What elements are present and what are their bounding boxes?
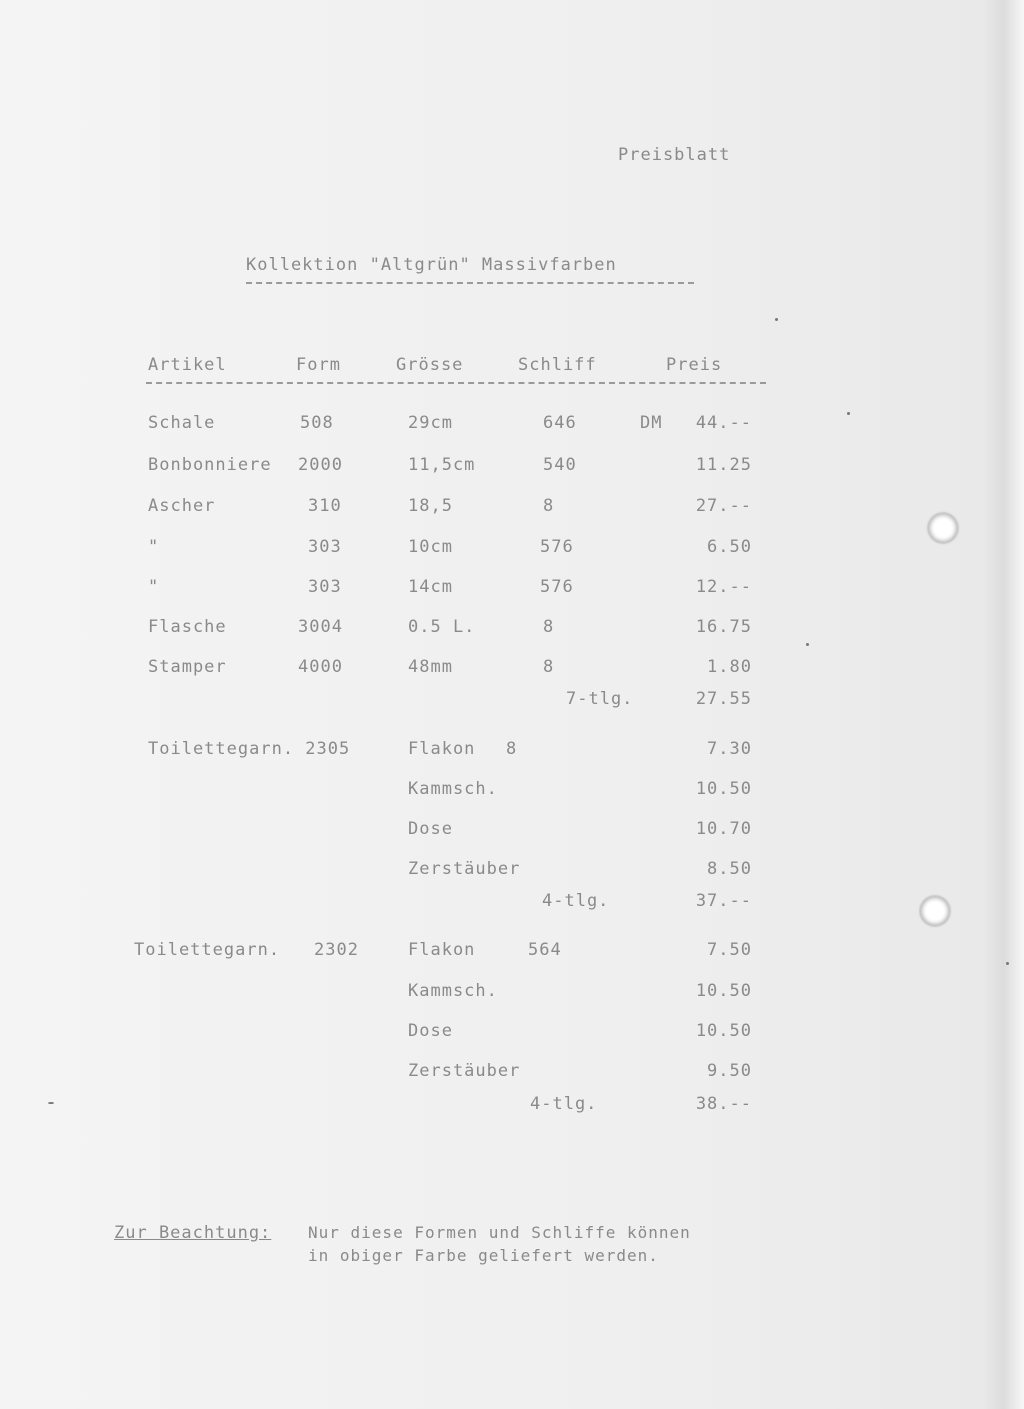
title-underline [246,282,694,284]
cell-preis: 16.75 [695,617,752,637]
cell-form: 2000 [298,455,343,475]
set-item: Zerstäuber [408,1061,521,1081]
note-label: Zur Beachtung: [114,1223,272,1243]
set-item: Dose [408,819,453,839]
cell-preis: 44.-- [695,413,752,433]
cell-groesse: 14cm [408,577,453,597]
set-item-preis: 10.70 [695,819,752,839]
cell-groesse: 48mm [408,657,453,677]
paper-speck [48,1102,54,1104]
set-total-label: 4-tlg. [530,1094,598,1114]
punch-hole-bottom [920,896,950,926]
set-item: Flakon [408,940,476,960]
cell-artikel: Ascher [148,496,216,516]
set-item: Flakon [408,739,476,759]
paper-speck [847,412,850,415]
cell-schliff: 540 [543,455,577,475]
set-item-preis: 9.50 [707,1061,752,1081]
set-item-preis: 10.50 [695,1021,752,1041]
cell-currency: DM [640,413,663,433]
set-item: Kammsch. [408,779,498,799]
cell-artikel: Schale [148,413,216,433]
cell-schliff: 8 [543,657,555,677]
set-item-preis: 10.50 [695,981,752,1001]
cell-form: 508 [300,413,334,433]
cell-form: 303 [308,537,342,557]
cell-artikel: Flasche [148,617,227,637]
cell-form: 4000 [298,657,343,677]
cell-artikel: Bonbonniere [148,455,272,475]
set-form: 2302 [314,940,359,960]
paper-speck [806,643,809,646]
cell-groesse: 0.5 L. [408,617,476,637]
cell-preis: 12.-- [695,577,752,597]
cell-schliff: 576 [540,577,574,597]
header-schliff: Schliff [518,355,597,375]
set-item: Kammsch. [408,981,498,1001]
header-preis: Preis [666,355,723,375]
collection-title: Kollektion "Altgrün" Massivfarben [246,255,617,275]
cell-groesse: 29cm [408,413,453,433]
set-total-label: 7-tlg. [566,689,634,709]
set-item: Zerstäuber [408,859,521,879]
set-item: Dose [408,1021,453,1041]
cell-schliff: 576 [540,537,574,557]
set-item-preis: 10.50 [695,779,752,799]
set-total-label: 4-tlg. [542,891,610,911]
document-label: Preisblatt [618,145,731,165]
cell-groesse: 18,5 [408,496,453,516]
cell-groesse: 11,5cm [408,455,476,475]
set-item-schliff: 564 [528,940,562,960]
cell-preis: 1.80 [707,657,752,677]
cell-groesse: 10cm [408,537,453,557]
cell-form: 3004 [298,617,343,637]
cell-schliff: 646 [543,413,577,433]
cell-artikel: " [148,537,160,557]
set-total-preis: 27.55 [695,689,752,709]
paper-speck [775,318,778,321]
cell-schliff: 8 [543,617,555,637]
set-name: Toilettegarn. 2305 [148,739,351,759]
paper-speck [1006,962,1009,965]
set-total-preis: 38.-- [695,1094,752,1114]
header-underline [146,382,766,384]
cell-artikel: Stamper [148,657,227,677]
cell-artikel: " [148,577,160,597]
cell-preis: 6.50 [707,537,752,557]
header-groesse: Grösse [396,355,464,375]
header-form: Form [296,355,341,375]
header-artikel: Artikel [148,355,227,375]
set-item-preis: 8.50 [707,859,752,879]
set-item-schliff: 8 [506,739,518,759]
cell-form: 303 [308,577,342,597]
set-item-preis: 7.30 [707,739,752,759]
set-total-preis: 37.-- [695,891,752,911]
set-name: Toilettegarn. [134,940,281,960]
note-line-2: in obiger Farbe geliefert werden. [308,1246,659,1265]
cell-form: 310 [308,496,342,516]
cell-preis: 27.-- [695,496,752,516]
cell-schliff: 8 [543,496,555,516]
set-item-preis: 7.50 [707,940,752,960]
cell-preis: 11.25 [695,455,752,475]
punch-hole-top [928,513,958,543]
note-line-1: Nur diese Formen und Schliffe können [308,1223,691,1242]
